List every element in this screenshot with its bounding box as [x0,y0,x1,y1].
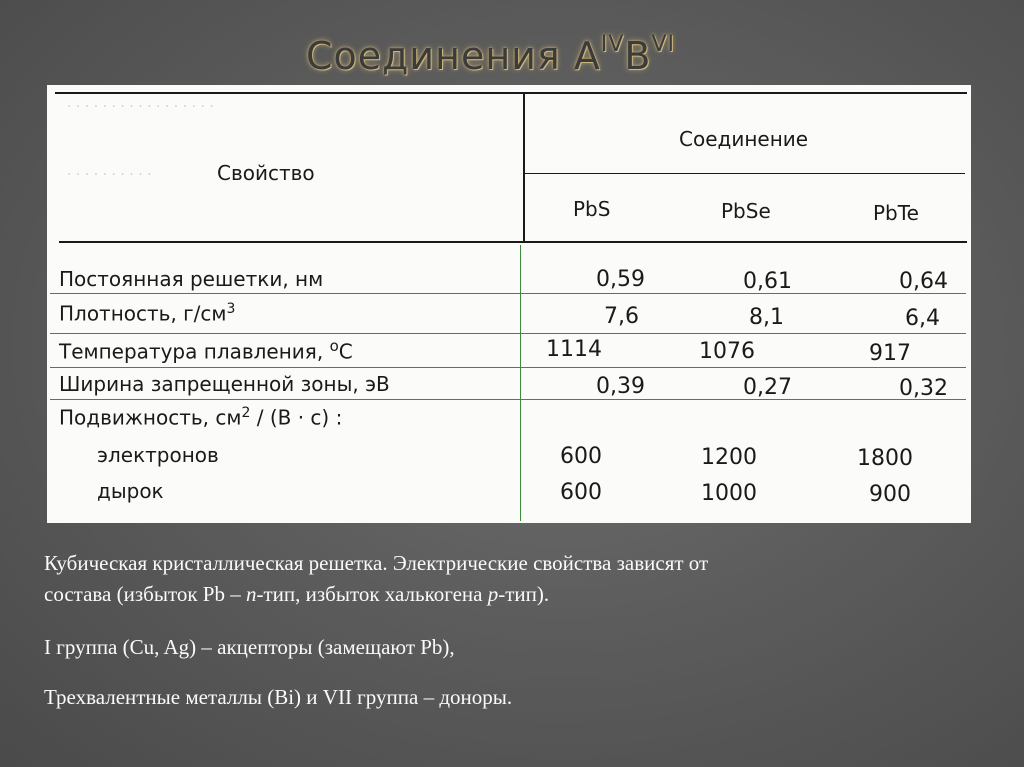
compound-pbs: PbS [573,197,611,221]
cell-value: 1114 [546,337,602,362]
cell-value: 7,6 [604,304,639,329]
cell-value: 0,59 [596,267,645,292]
paragraph-line: Кубическая кристаллическая решетка. Электрические свойства зависят от [44,551,709,575]
compound-pbse: PbSe [721,199,771,223]
table-top-rule [55,92,967,94]
paragraph-acceptors: I группа (Cu, Ag) – акцепторы (замещают Pb), [44,635,455,659]
cell-value: 900 [869,482,911,507]
row-label-melting: Температура плавления, $^о$С [59,337,353,364]
row-label-holes: дырок [97,479,164,503]
cell-value: 0,39 [596,374,645,399]
properties-table [47,85,971,523]
cell-value: 600 [560,444,602,469]
row-label-mobility: Подвижность, $см^2 / (В \cdot с)$ : [59,405,343,430]
row-label-lattice: Постоянная решетки, нм [59,267,324,291]
header-divider [523,94,525,242]
row-separator [50,367,966,368]
cell-value: 6,4 [905,306,940,331]
row-separator [50,293,966,294]
cell-value: 8,1 [749,305,784,330]
property-header: Свойство [217,161,315,185]
cell-value: 1000 [701,481,757,506]
cell-value: 0,64 [899,269,948,294]
compound-header: Соединение [679,127,809,151]
row-separator [50,333,966,334]
paragraph-structure [44,548,708,610]
paragraph-donors: Трехвалентные металлы (Bi) и VII группа – доноры. [44,685,513,709]
cell-value: 0,27 [743,375,792,400]
row-label-bandgap: Ширина запрещенной зоны, эВ [59,372,390,396]
cell-value: 1076 [699,339,755,364]
paragraph-line: состава (избыток Pb – n-тип, избыток халькогена p-тип). [44,582,550,606]
row-label-electrons: электронов [97,443,219,467]
cell-value: 917 [869,341,911,366]
cell-value: 0,32 [899,376,948,401]
compound-pbte: PbTe [873,201,919,225]
compound-subrule [525,173,965,174]
cell-value: 600 [560,480,602,505]
cell-value: 1800 [857,446,913,471]
slide-title: Соединения $A^{IV}B^{VI}$ [306,32,676,78]
scan-ghost: · · · · · · · · · · [67,167,152,183]
row-separator [50,399,966,400]
header-bottom-rule [59,241,967,243]
cell-value: 0,61 [743,269,792,294]
row-label-density: Плотность, $г/см^3$ [59,301,236,326]
scan-ghost: · · · · · · · · · · · · · · · · · [67,99,214,115]
cell-value: 1200 [701,445,757,470]
body-divider [520,245,521,521]
